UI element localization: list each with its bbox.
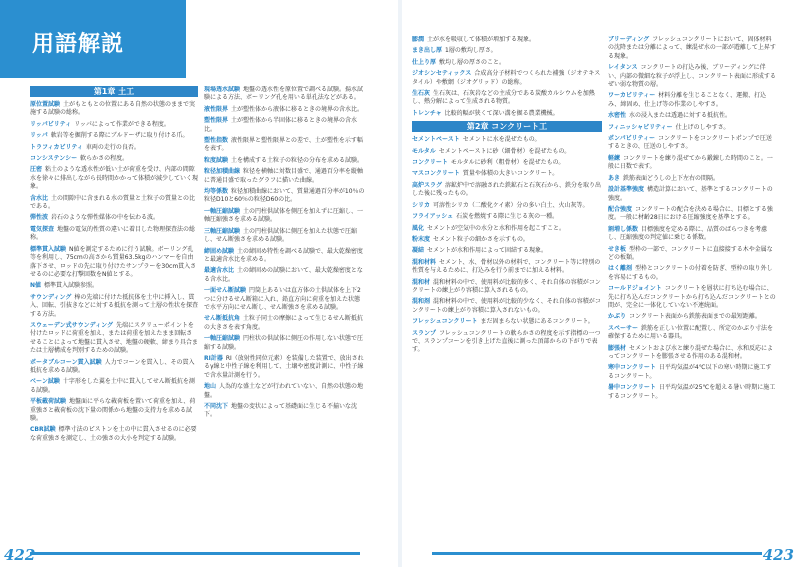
glossary-term: 設計基準強度 — [608, 186, 645, 194]
glossary-entry — [30, 166, 198, 191]
glossary-definition: 土が水を吸収して体積が増加する現象。 — [427, 36, 536, 43]
glossary-term: ブリーディング — [608, 36, 650, 43]
glossary-entry — [412, 159, 602, 167]
glossary-term: 一軸圧縮試験 — [204, 207, 241, 215]
glossary-definition: 棒の先端に付けた抵抗体を土中に挿入し、貫入、回転、引抜きなどに対する抵抗を測って土層の性状を探査する方法。 — [30, 293, 198, 318]
glossary-term: 三軸圧縮試験 — [204, 227, 241, 235]
glossary-entry — [412, 236, 602, 244]
glossary-term: ジオシンセティックス — [412, 70, 472, 78]
glossary-definition: コンクリートの打込み後、ブリーディングに伴い、内部の微細な粒子が浮上し、コンクリート表面に形成するぜい弱な物質の層。 — [608, 64, 776, 89]
glossary-term: モルタル — [412, 147, 436, 155]
glossary-term: スウェーデン式サウンディング — [30, 321, 114, 329]
glossary-definition: セメント、水、骨材以外の材料で、コンクリート等に特別の性質を与えるために、打込みを行う前までに加える材料。 — [412, 258, 601, 275]
glossary-term: コールドジョイント — [608, 285, 662, 293]
glossary-term: 粒度試験 — [204, 156, 229, 164]
glossary-entry — [412, 36, 602, 44]
glossary-term: リッパビリティ — [30, 120, 72, 128]
glossary-entry — [30, 155, 198, 163]
glossary-definition: 仕上げのしやすさ。 — [675, 123, 730, 131]
glossary-definition: 人力でコーンを貫入し、その貫入抵抗を求める試験。 — [30, 358, 195, 374]
glossary-term: 粒径加積曲線 — [204, 168, 241, 176]
glossary-entry — [204, 86, 366, 103]
glossary-term: 弾性波 — [30, 214, 49, 222]
glossary-term: スランプ — [412, 329, 437, 337]
glossary-term: スペーサー — [608, 324, 639, 332]
glossary-entry — [608, 285, 776, 310]
glossary-definition: 粒径加積曲線において、質量通過百分率が10％の粒径D10と60％の粒径D60の比。 — [204, 188, 365, 204]
glossary-term: 原位置試験 — [30, 101, 61, 108]
glossary-definition: 粒径を横軸に対数目盛で、通過百分率を縦軸に普通目盛で取ったグラフに描いた曲線。 — [204, 168, 363, 184]
glossary-term: コンシステンシー — [30, 155, 78, 163]
glossary-entry — [204, 228, 366, 245]
glossary-definition: 土が塑性体から液体に移るときの境界の含水比。 — [231, 105, 364, 113]
glossary-term: 配合強度 — [608, 205, 633, 213]
glossary-title-tab — [0, 0, 186, 78]
glossary-entry — [30, 121, 198, 129]
glossary-term: ポンパビリティー — [608, 135, 655, 143]
glossary-entry — [608, 155, 776, 172]
glossary-entry — [608, 124, 776, 132]
glossary-entry — [30, 322, 198, 356]
left-column-1 — [30, 86, 198, 541]
glossary-definition: 混和材料の中で、使用料が比較的多く、それ自体の容積がコンクリートの練上がり容積に算入されるもの。 — [412, 278, 601, 294]
glossary-term: はく離剤 — [608, 265, 633, 273]
glossary-definition: セメントが水和作用によって固結する現象。 — [427, 247, 548, 255]
glossary-entry — [30, 359, 198, 376]
glossary-term: せき板 — [608, 245, 627, 253]
glossary-definition: 土がもともとの位置にある自然の状態のままで実施する試験の総称。 — [30, 101, 196, 117]
glossary-definition: 構造計算において、基準とするコンクリートの強度。 — [608, 186, 773, 202]
page-number-right: 423 — [762, 546, 794, 564]
glossary-definition: 軟らかさの程度。 — [80, 155, 129, 163]
glossary-definition: 土の円柱供試体に側圧を加えた状態で圧縮し、せん断強さを求める試験。 — [204, 227, 358, 244]
glossary-definition: 土を構成する土粒子の粒径の分布を求める試験。 — [231, 156, 364, 164]
glossary-term: 圧密 — [30, 166, 43, 174]
glossary-entry — [204, 248, 366, 265]
glossary-term: かぶり — [608, 313, 627, 321]
glossary-definition: 標準寸法のピストンを土の中に貫入させるのに必要な荷重強さを測定し、土の強さの大小を判定する試験。 — [30, 426, 197, 442]
glossary-definition: 型枠とコンクリートの付着を防ぎ、型枠の取り外しを容易にするもの。 — [608, 265, 773, 281]
glossary-entry — [204, 137, 366, 154]
glossary-entry — [412, 298, 602, 315]
glossary-entry — [204, 157, 366, 165]
glossary-entry — [608, 64, 776, 89]
glossary-entry — [30, 426, 198, 443]
glossary-term: レイタンス — [608, 64, 638, 72]
glossary-definition: 比較的幅が狭くて深い溝を掘る農業機械。 — [444, 109, 559, 117]
glossary-definition: 円筒上あるいは直方体の土供試体を上下2つに分けるせん断箱に入れ、鉛直方向に荷重を加えた状態で水平方向にせん断し、せん断強さを求める試験。 — [204, 287, 361, 311]
glossary-entry — [412, 136, 602, 144]
page-number-left: 422 — [4, 546, 36, 564]
glossary-definition: 合成高分子材料でつくられた補強（ジオテキスタイル）や敷網（ジオグリッド）の総称。 — [412, 70, 601, 86]
glossary-definition: 円柱状の供試体に側圧の作用しない状態で圧縮する試験。 — [204, 335, 364, 351]
glossary-term: リッパ — [30, 132, 48, 140]
glossary-entry — [412, 202, 602, 210]
glossary-definition: 軟岩等を掘削する際にブルドーザに取り付ける爪。 — [50, 132, 189, 140]
glossary-entry — [412, 330, 602, 355]
section-heading-concrete: 第2章 コンクリート工 — [412, 121, 602, 132]
glossary-term: 混和材料 — [412, 258, 437, 266]
glossary-term: 塑性限界 — [204, 117, 229, 125]
glossary-entry — [608, 384, 776, 401]
glossary-entry — [204, 168, 366, 185]
glossary-definition: 生石灰は、石灰岩などの主成分である炭酸カルシウムを加熱し、熱分解によって生成される物質。 — [412, 90, 595, 106]
glossary-entry — [204, 335, 366, 352]
glossary-entry — [412, 47, 602, 55]
glossary-term: ワーカビリティー — [608, 92, 656, 100]
page-title: 用語解説 — [32, 32, 125, 57]
glossary-entry — [30, 144, 198, 152]
glossary-definition: 車両の走行の良否。 — [85, 143, 140, 151]
glossary-definition: コンクリートを練り混ぜてから鍛錬した時間のこと。一般に日数で表す。 — [608, 154, 773, 171]
glossary-definition: フレッシュコンクリートにおいて、固体材料の沈降または分離によって、練混ぜ水の一部が遊離して上昇する現象。 — [608, 36, 776, 60]
glossary-definition: セメント粒子の細かさを示すもの。 — [433, 235, 529, 243]
glossary-entry — [412, 259, 602, 276]
glossary-term: コンクリート — [412, 159, 448, 167]
glossary-term: 混和剤 — [412, 298, 431, 306]
glossary-definition: セメントに水を混ぜたもの。 — [462, 136, 541, 144]
glossary-definition: 型枠の一部で、コンクリートに直接接する木や金属などの板類。 — [608, 245, 773, 261]
glossary-definition: 人為的な盛土などが行われていない、自然の状態の地盤。 — [204, 383, 364, 399]
glossary-definition: 石炭を燃焼する際に生じる灰の一種。 — [456, 213, 559, 221]
glossary-definition: リッパによって作業ができる程度。 — [74, 120, 170, 128]
glossary-entry — [204, 287, 366, 312]
glossary-entry — [204, 315, 366, 332]
glossary-term: まき出し厚 — [412, 47, 443, 55]
glossary-term: 暑中コンクリート — [608, 384, 656, 392]
footer-rule-right — [432, 552, 762, 555]
glossary-term: 混和材 — [412, 278, 431, 286]
glossary-term: 不同沈下 — [204, 403, 229, 410]
glossary-entry — [204, 267, 366, 284]
glossary-definition: 粘土のような透水性が低い土が荷重を受け、内部の間隙水を徐々に排出しながら長時間かかって体積が減少していく現象。 — [30, 166, 198, 191]
glossary-term: 締固め試験 — [204, 247, 235, 255]
glossary-term: 割増し係数 — [608, 225, 639, 233]
glossary-definition: 土の締固め特性を調べる試験で、最大乾燥密度と最適含水比を求める。 — [204, 247, 363, 263]
glossary-term: RI計器 — [204, 354, 223, 362]
glossary-term: 標準貫入試験 — [30, 245, 67, 253]
glossary-term: フライアッシュ — [412, 213, 454, 221]
glossary-entry — [204, 208, 366, 225]
glossary-term: マスコンクリート — [412, 170, 460, 178]
glossary-entry — [204, 117, 366, 134]
glossary-term: N値 — [30, 282, 42, 290]
glossary-term: セメントペースト — [412, 136, 460, 144]
glossary-term: 最適含水比 — [204, 267, 235, 275]
glossary-entry — [608, 186, 776, 203]
glossary-entry — [608, 226, 776, 243]
glossary-entry — [30, 195, 198, 212]
glossary-entry — [608, 135, 776, 152]
glossary-definition: 1層の敷均し厚さ。 — [445, 47, 497, 55]
glossary-entry — [30, 101, 198, 118]
glossary-definition: 岩石のような弾性媒体の中を伝わる波。 — [51, 214, 160, 222]
glossary-definition: 標準貫入試験参照。 — [44, 282, 99, 290]
glossary-entry — [412, 247, 602, 255]
glossary-definition: 質量や体積の大きいコンクリート。 — [462, 170, 559, 178]
glossary-entry — [608, 364, 776, 381]
glossary-term: 膨潤 — [412, 36, 425, 43]
glossary-entry — [412, 110, 602, 118]
glossary-entry — [412, 225, 602, 233]
glossary-definition: 混和材料の中で、使用料が比較的少なく、それ自体の容積がコンクリートの練上がり容積に算入されないもの。 — [412, 298, 601, 314]
glossary-definition: 溶鉱炉中で溶融された鉄鉱石と石灰石から、鉄分を取り出した後に残ったもの。 — [412, 181, 602, 198]
glossary-definition: 十字形をした翼を土中に貫入してせん断抵抗を測る試験。 — [30, 378, 195, 394]
glossary-entry — [30, 378, 198, 395]
glossary-definition: セメントが空気中の水分と水和作用を起こすこと。 — [427, 224, 566, 232]
glossary-term: 膨張材 — [608, 344, 627, 352]
glossary-entry — [412, 279, 602, 296]
right-column-1 — [412, 36, 602, 541]
glossary-definition: 目標強度を定める際に、品質のばらつきを考慮し、圧縮強度の判定値に乗じる係数。 — [608, 225, 767, 242]
right-column-2 — [608, 36, 776, 541]
glossary-term: トラフィカビリティ — [30, 143, 83, 151]
glossary-definition: 土の間隙中に含まれる水の質量と土粒子の質量との比である。 — [30, 194, 196, 211]
glossary-entry — [30, 132, 198, 140]
glossary-definition: 地盤の変状によって基礎面に生じる不揃いな沈下。 — [204, 403, 358, 419]
glossary-definition: 液性限界と塑性限界との差で、土が塑性を示す幅を表す。 — [204, 137, 363, 153]
glossary-term: 現場透水試験 — [204, 86, 241, 93]
glossary-entry — [412, 70, 602, 87]
glossary-entry — [204, 188, 366, 205]
glossary-term: 軽練 — [608, 154, 621, 162]
glossary-term: 凝結 — [412, 247, 425, 255]
left-column-2 — [204, 86, 366, 541]
glossary-entry — [608, 112, 776, 120]
glossary-entry — [412, 170, 602, 178]
glossary-definition: 日平均気温が25℃を超える暑い時期に施工するコンクリート。 — [608, 384, 776, 400]
glossary-entry — [30, 282, 198, 290]
glossary-definition: 鉄筋を正しい位置に配置し、所定のかぶり寸法を確保するために用いる器具。 — [608, 324, 774, 341]
glossary-term: サウンディング — [30, 293, 72, 301]
glossary-definition: 鉄筋表面どうしの上下左右の間隔。 — [623, 174, 720, 182]
glossary-definition: 先端にスクリューポイントを付けたロッドに荷重を加え、または荷重を加えたまま回転させることによって地盤に貫入させ、地盤の硬軟、締まり具合または土層構成を判別するための試験。 — [30, 321, 198, 355]
glossary-definition: コンクリート表面から鉄筋表面までの最短距離。 — [629, 313, 761, 321]
glossary-entry — [30, 398, 198, 423]
glossary-entry — [412, 59, 602, 67]
glossary-entry — [204, 106, 366, 114]
glossary-term: 含水比 — [30, 194, 49, 202]
glossary-entry — [608, 246, 776, 263]
glossary-term: 液性限界 — [204, 105, 229, 113]
glossary-entry — [412, 90, 602, 107]
glossary-definition: 敷均し層の厚さのこと。 — [439, 58, 506, 66]
glossary-definition: コンクリートを層状に打ち込む場合に、先に打ち込んだコンクリートから打ち込んだコンクリートとの間が、完全に一体化していない不連続面。 — [608, 285, 776, 309]
section-heading-earthwork: 第1章 土工 — [30, 86, 198, 97]
glossary-entry — [608, 92, 776, 109]
glossary-definition: 可溶性シリカ（二酸化ケイ素）分の多い白土、火山灰等。 — [432, 201, 589, 209]
glossary-entry — [204, 403, 366, 420]
glossary-term: せん断抵抗角 — [204, 315, 241, 323]
glossary-entry — [412, 318, 602, 326]
glossary-entry — [412, 182, 602, 199]
glossary-term: シリカ — [412, 201, 430, 209]
glossary-definition: まだ固まらない状態にあるコンクリート。 — [480, 318, 594, 326]
glossary-term: あき — [608, 174, 621, 182]
glossary-entry — [412, 148, 602, 156]
glossary-entry — [204, 383, 366, 400]
glossary-term: 粉末度 — [412, 235, 431, 243]
glossary-term: フレッシュコンクリート — [412, 318, 478, 326]
glossary-definition: 地盤の電気的性質の違いに着目した物理探査法の総称。 — [30, 225, 196, 242]
glossary-term: 電気探査 — [30, 225, 55, 233]
glossary-term: 生石灰 — [412, 90, 431, 98]
glossary-definition: 地盤の透水性を原位置で調べる試験。揚水試験による方法、ボーリング孔を用いる単孔法などがある。 — [204, 86, 364, 102]
left-page — [0, 0, 398, 567]
glossary-term: 寒中コンクリート — [608, 364, 656, 372]
glossary-entry — [30, 226, 198, 243]
glossary-term: 風化 — [412, 224, 425, 232]
glossary-term: 一軸圧縮試験 — [204, 335, 241, 343]
glossary-entry — [608, 36, 776, 61]
glossary-definition: コンクリートの配合を決める場合に、目標とする強度。一般に材齢28日における圧縮強度を基準とする。 — [608, 205, 773, 222]
glossary-term: ポータブルコーン貫入試験 — [30, 358, 102, 366]
glossary-entry — [608, 325, 776, 342]
glossary-definition: フレッシュコンクリートの軟らかさの程度を示す指標の一つで、スランプコーンを引き上げた直後に測った頂部からの下がりで表す。 — [412, 329, 601, 354]
glossary-definition: 地盤面に平らな載荷板を置いて荷重を加え、荷重強さと載荷板の沈下量の関係から地盤の支持力を求める試験。 — [30, 398, 196, 422]
glossary-term: 高炉スラグ — [412, 181, 443, 189]
glossary-definition: コンクリートをコンクリートポンプで圧送するときの、圧送のしやすさ。 — [608, 135, 772, 151]
glossary-definition: N値を測定するために行う試験。ボーリング孔等を利用し、75cmの高さから質量63.5kgのハンマーを自由落下させ、ロッドの先に取り付けたサンプラーを30cm貫入させるのに必要な打撃回数をN値とする。 — [30, 245, 197, 278]
glossary-entry — [608, 345, 776, 362]
glossary-term: 水密性 — [608, 112, 627, 120]
glossary-term: CBR試験 — [30, 426, 56, 434]
glossary-definition: 土粒子同士の摩擦によって生じるせん断抵抗の大きさを表す角度。 — [204, 315, 363, 331]
glossary-definition: 日平均気温が4℃以下の寒い時期に施工するコンクリート。 — [608, 364, 772, 380]
glossary-term: トレンチャ — [412, 109, 442, 117]
glossary-definition: RI（放射性同位元素）を装備した装置で、放出されるγ線と中性子線を利用して、土壌や密度計測に、中性子線で含水量計測を行う。 — [204, 354, 364, 379]
glossary-entry — [412, 213, 602, 221]
glossary-term: フィニッシャビリティー — [608, 123, 673, 131]
footer-rule — [30, 552, 360, 555]
glossary-term: 一面せん断試験 — [204, 287, 247, 295]
glossary-definition: 土が塑性体から半固体に移るときの境界の含水比。 — [204, 117, 358, 133]
glossary-definition: セメントペーストに砂（細骨材）を混ぜたもの。 — [438, 147, 571, 155]
glossary-term: ベーン試験 — [30, 378, 60, 386]
glossary-entry — [608, 175, 776, 183]
glossary-term: 塑性指数 — [204, 137, 229, 145]
glossary-entry — [204, 355, 366, 380]
glossary-definition: モルタルに砂利（粗骨材）を混ぜたもの。 — [450, 159, 565, 167]
glossary-term: 平板載荷試験 — [30, 398, 67, 406]
glossary-definition: セメントおよび水と練り混ぜた場合に、水和反応によってコンクリートを膨張させる作用のある混和材。 — [608, 344, 774, 360]
glossary-definition: 土の締固めの試験において、最大乾燥密度となる含水比。 — [204, 267, 363, 283]
glossary-definition: 水の浸入または透過に対する抵抗性。 — [629, 112, 732, 120]
glossary-entry — [30, 214, 198, 222]
glossary-entry — [608, 313, 776, 321]
glossary-entry — [608, 265, 776, 282]
glossary-term: 仕上り厚 — [412, 58, 437, 66]
glossary-definition: 材料分離を生じることなく、運搬、打込み、締固め、仕上げ等の作業のしやすさ。 — [608, 92, 767, 108]
glossary-entry — [30, 294, 198, 319]
glossary-entry — [608, 206, 776, 223]
glossary-term: 均等係数 — [204, 188, 229, 196]
right-page — [402, 0, 800, 567]
glossary-entry — [30, 246, 198, 280]
glossary-definition: 土の円柱供試体を側圧を加えずに圧縮し、一軸圧縮強さを求める試験。 — [204, 207, 364, 224]
glossary-term: 地山 — [204, 383, 217, 391]
